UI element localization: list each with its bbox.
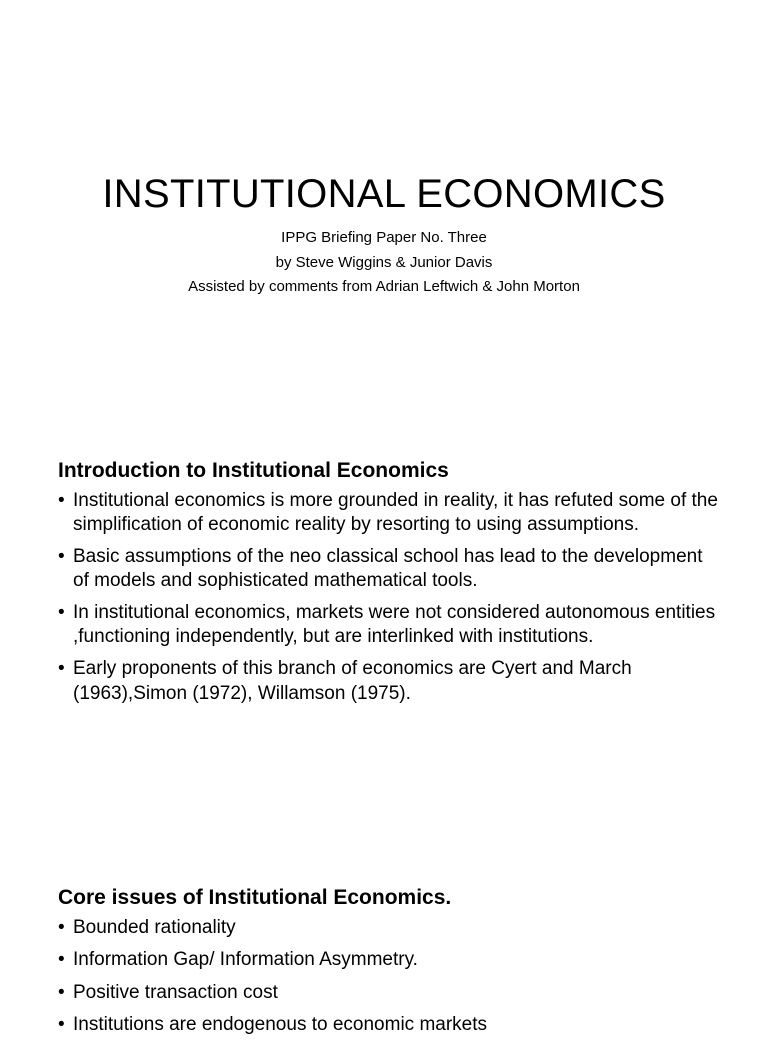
bullet-icon: • xyxy=(58,1014,65,1036)
bullet-icon: • xyxy=(58,602,65,624)
bullet-icon: • xyxy=(58,658,65,680)
briefing-paper-label: IPPG Briefing Paper No. Three xyxy=(281,229,487,246)
core-issues-bullet-list xyxy=(58,916,718,1046)
list-item xyxy=(58,601,718,650)
bullet-icon: • xyxy=(58,917,65,938)
list-item xyxy=(58,981,718,1005)
list-item xyxy=(58,657,718,706)
document-title: INSTITUTIONAL ECONOMICS xyxy=(102,172,666,216)
bullet-text: Institutional economics is more grounded in reality, it has refuted some of the simplification of economic reality by resorting to using assumptions. xyxy=(73,490,718,536)
list-item xyxy=(58,916,718,940)
bullet-text: In institutional economics, markets were not considered autonomous entities ,functioning independently, but are interlinked with institutions. xyxy=(73,602,716,648)
acknowledgement-line: Assisted by comments from Adrian Leftwich & John Morton xyxy=(188,278,580,295)
list-item xyxy=(58,1013,718,1037)
core-issues-heading: Core issues of Institutional Economics. xyxy=(58,886,452,909)
bullet-text: Early proponents of this branch of economics are Cyert and March (1963),Simon (1972), Willamson (1975). xyxy=(73,658,632,704)
bullet-icon: • xyxy=(58,949,65,971)
bullet-text: Institutions are endogenous to economic markets xyxy=(73,1014,488,1036)
intro-heading: Introduction to Institutional Economics xyxy=(58,459,449,482)
intro-bullet-list xyxy=(58,489,718,713)
bullet-text: Positive transaction cost xyxy=(73,981,278,1003)
core-issues-slide xyxy=(0,882,768,1036)
bullet-text: Information Gap/ Information Asymmetry. xyxy=(73,949,418,971)
subtitle-block xyxy=(0,226,768,300)
list-item xyxy=(58,545,718,594)
intro-slide xyxy=(0,455,768,785)
bullet-icon: • xyxy=(58,981,65,1003)
list-item xyxy=(58,948,718,972)
bullet-icon: • xyxy=(58,546,65,568)
authors-line: by Steve Wiggins & Junior Davis xyxy=(275,253,493,271)
title-slide xyxy=(0,0,768,432)
bullet-text: Basic assumptions of the neo classical school has lead to the development of models and sophisticated mathematical tools. xyxy=(73,546,703,592)
bullet-text: Bounded rationality xyxy=(73,917,236,938)
bullet-icon: • xyxy=(58,490,65,511)
list-item xyxy=(58,489,718,538)
